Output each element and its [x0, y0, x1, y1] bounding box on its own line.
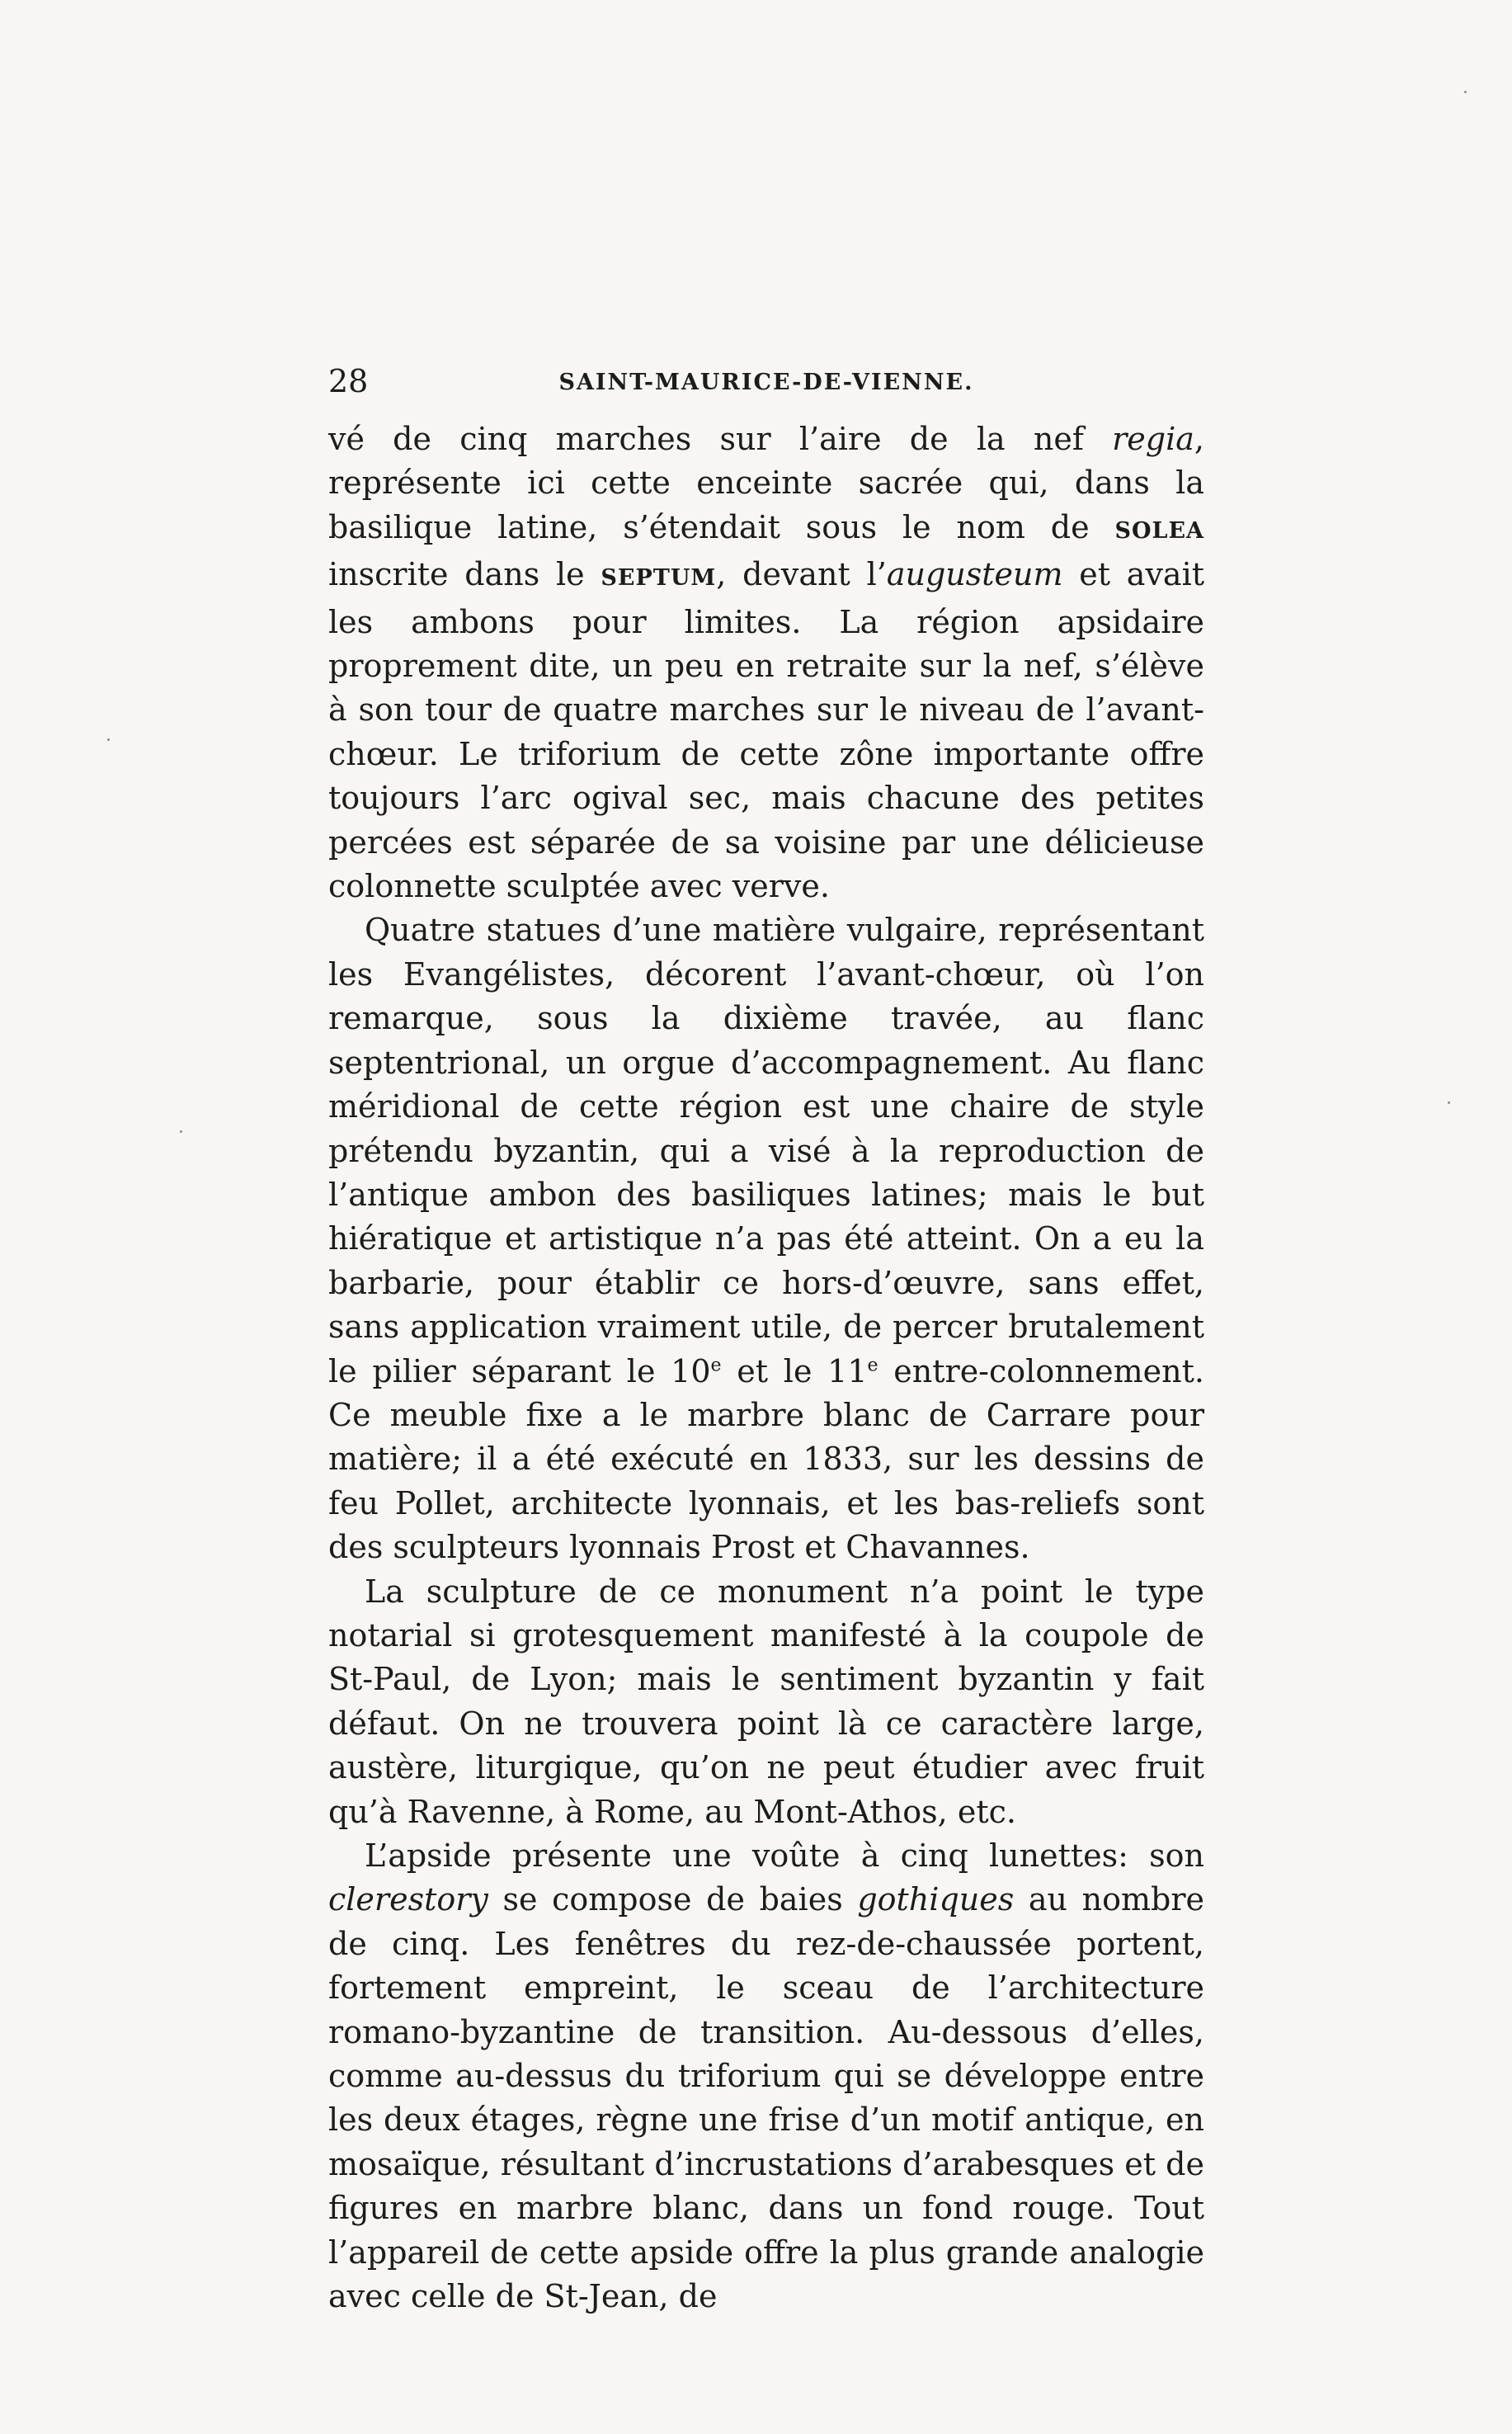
italic-term: gothiques — [857, 1881, 1015, 1918]
paper-speck — [180, 1130, 182, 1133]
small-caps-term: SEPTUM — [601, 565, 717, 592]
text-run: entre-colonnement. Ce meuble fixe a le marbre blanc de Carrare pour matière; il a été exécuté en 1833, sur les dessins de feu Pollet, architecte lyonnais, et les bas-reliefs sont des sculpteurs lyonnais Prost et Chavannes. — [328, 1352, 1204, 1566]
book-page — [328, 363, 1204, 2318]
text-run: , représente ici cette enceinte sacrée qui, dans la basilique latine, s’étendait sous le nom de — [328, 421, 1204, 545]
italic-term: regia — [1112, 421, 1194, 457]
paragraph-1 — [328, 417, 1204, 908]
text-run: vé de cinq marches sur l’aire de la nef — [328, 421, 1113, 457]
text-run: L’apside présente une voûte à cinq lunettes: son — [365, 1837, 1204, 1874]
text-run: se compose de baies — [488, 1881, 858, 1918]
paper-speck — [107, 738, 110, 741]
superscript: e — [710, 1354, 722, 1375]
text-run: et le 11 — [721, 1352, 868, 1389]
paper-speck — [1448, 1101, 1450, 1104]
text-run: inscrite dans le — [328, 556, 601, 593]
superscript: e — [867, 1354, 878, 1375]
text-run: et avait les ambons pour limites. La région apsidaire proprement dite, un peu en retraite sur la nef, s’élève à son tour de quatre marches sur le niveau de l’avant-chœur. Le triforium de cette zône importante offre toujours l’arc ogival sec, mais chacune des petites percées est séparée de sa voisine par une délicieuse colonnette sculptée avec verve. — [328, 556, 1205, 905]
text-run: au nombre de cinq. Les fenêtres du rez-de-chaussée portent, fortement empreint, le sceau de l’architecture romano-byzantine de transition. Au-dessous d’elles, comme au-dessus du triforium qui se développe entre les deux étages, règne une frise d’un motif antique, en mosaïque, résultant d’incrustations d’arabesques et de figures en marbre blanc, dans un fond rouge. Tout l’appareil de cette apside offre la plus grande analogie avec celle de St-Jean, de — [328, 1881, 1204, 2315]
paper-speck — [1464, 91, 1467, 93]
running-title: SAINT-MAURICE-DE-VIENNE. — [558, 370, 974, 395]
paragraph-4 — [328, 1834, 1204, 2318]
italic-term: clerestory — [328, 1881, 488, 1918]
text-run: , devant l’ — [716, 556, 887, 593]
small-caps-term: SOLEA — [1114, 517, 1204, 544]
paragraph-3: La sculpture de ce monument n’a point le type notarial si grotesquement manifesté à la coupole de St-Paul, de Lyon; mais le sentiment byzantin y fait défaut. On ne trouvera point là ce caractère large, austère, liturgique, qu’on ne peut étudier avec fruit qu’à Ravenne, à Rome, au Mont-Athos, etc. — [328, 1573, 1204, 1830]
text-run: Quatre statues d’une matière vulgaire, représentant les Evangélistes, décorent l’avant-chœur, où l’on remarque, sous la dixième travée, au flanc septentrional, un orgue d’accompagnement. Au flanc méridional de cette région est une chaire de style prétendu byzantin, qui a visé à la reproduction de l’antique ambon des basiliques latines; mais le but hiératique et artistique n’a pas été atteint. On a eu la barbarie, pour établir ce hors-d’œuvre, sans effet, sans application vraiment utile, de percer brutalement le pilier séparant le 10 — [328, 912, 1204, 1389]
paragraph-2 — [328, 908, 1204, 1569]
italic-term: augusteum — [886, 556, 1063, 593]
running-head — [328, 363, 1204, 413]
page-number: 28 — [328, 363, 369, 399]
